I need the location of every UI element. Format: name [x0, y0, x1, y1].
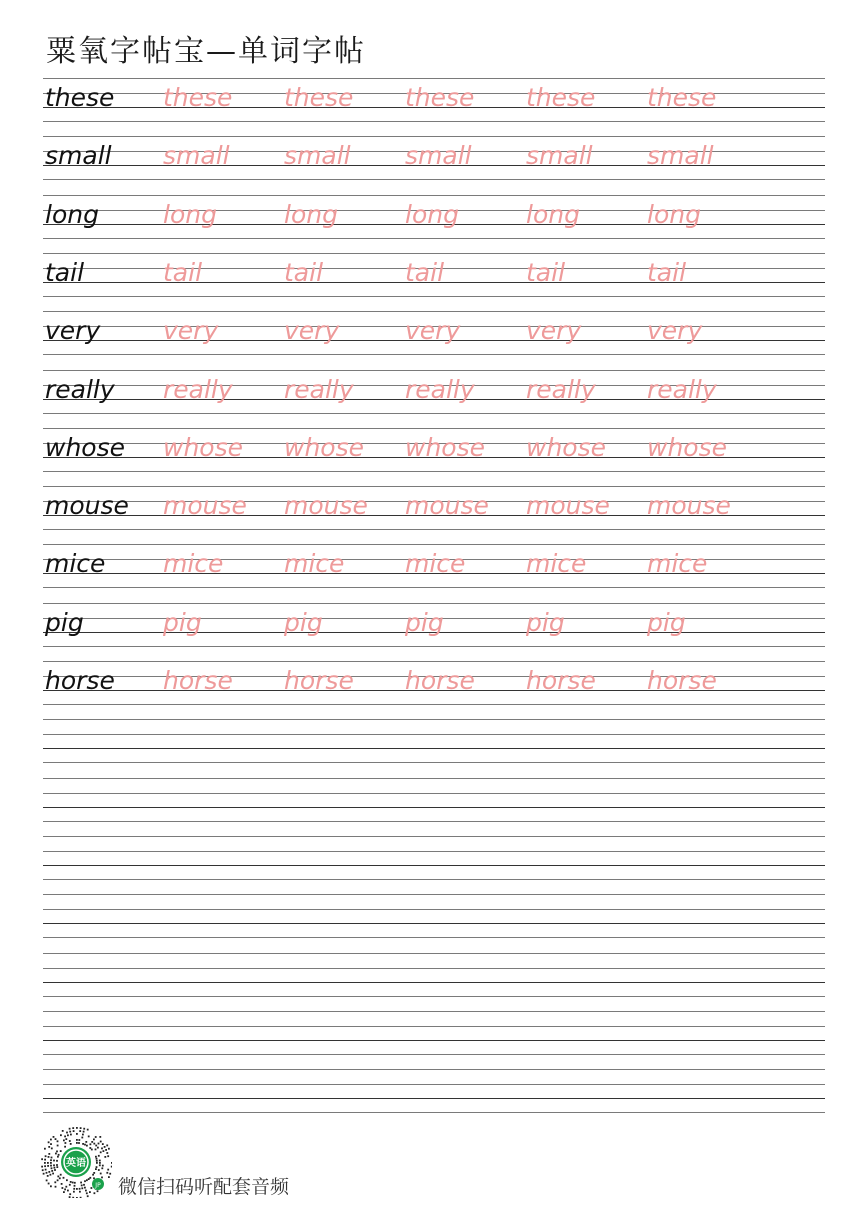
- guide-line: [43, 923, 825, 924]
- trace-word: tail: [163, 257, 203, 287]
- trace-word: mice: [405, 549, 466, 579]
- guide-line: [43, 296, 825, 297]
- guide-line: [43, 704, 825, 705]
- trace-word: tail: [284, 257, 324, 287]
- trace-word: these: [647, 83, 717, 112]
- model-word: small: [45, 141, 112, 171]
- guide-line: [43, 807, 825, 808]
- guide-line: [43, 354, 825, 355]
- model-word: whose: [45, 432, 125, 462]
- trace-word: pig: [405, 607, 444, 637]
- guide-line: [43, 587, 825, 588]
- trace-word: horse: [405, 666, 475, 695]
- qr-code-icon[interactable]: [40, 1126, 112, 1198]
- trace-word: really: [526, 374, 596, 404]
- trace-word: long: [163, 199, 217, 229]
- guide-line: [43, 370, 825, 371]
- trace-word: tail: [405, 257, 445, 287]
- guide-line: [43, 748, 825, 749]
- trace-word: these: [526, 83, 596, 112]
- guide-line: [43, 136, 825, 137]
- guide-line: [43, 1069, 825, 1070]
- model-word: long: [45, 199, 99, 229]
- guide-line: [43, 1054, 825, 1055]
- trace-word: very: [405, 316, 461, 346]
- guide-line: [43, 544, 825, 545]
- guide-line: [43, 1040, 825, 1041]
- trace-word: really: [647, 374, 717, 404]
- guide-line: [43, 253, 825, 254]
- trace-word: really: [284, 374, 354, 404]
- guide-line: [43, 1098, 825, 1099]
- model-word: mice: [45, 549, 106, 579]
- guide-line: [43, 719, 825, 720]
- trace-word: very: [163, 316, 219, 346]
- guide-line: [43, 486, 825, 487]
- trace-word: mouse: [284, 491, 368, 521]
- trace-word: small: [163, 141, 230, 171]
- trace-word: very: [647, 316, 703, 346]
- guide-line: [43, 121, 825, 122]
- trace-word: long: [405, 199, 459, 229]
- trace-word: whose: [405, 432, 485, 462]
- guide-line: [43, 529, 825, 530]
- guide-line: [43, 879, 825, 880]
- guide-line: [43, 937, 825, 938]
- practice-sheet: [43, 78, 825, 1118]
- guide-line: [43, 851, 825, 852]
- guide-line: [43, 894, 825, 895]
- model-word: really: [45, 374, 115, 404]
- trace-word: these: [284, 83, 354, 112]
- guide-line: [43, 471, 825, 472]
- trace-word: mouse: [526, 491, 610, 521]
- guide-line: [43, 968, 825, 969]
- guide-line: [43, 996, 825, 997]
- trace-word: very: [526, 316, 582, 346]
- trace-word: pig: [647, 607, 686, 637]
- trace-word: these: [163, 83, 233, 112]
- trace-word: small: [405, 141, 472, 171]
- guide-line: [43, 311, 825, 312]
- guide-line: [43, 661, 825, 662]
- model-word: these: [45, 83, 115, 112]
- trace-word: tail: [647, 257, 687, 287]
- guide-line: [43, 603, 825, 604]
- guide-line: [43, 909, 825, 910]
- guide-line: [43, 982, 825, 983]
- page-title: 粟氧字帖宝—单词字帖: [46, 34, 366, 69]
- model-word: mouse: [45, 491, 129, 521]
- guide-line: [43, 195, 825, 196]
- guide-line: [43, 793, 825, 794]
- model-word: pig: [45, 607, 84, 637]
- guide-line: [43, 78, 825, 79]
- trace-word: pig: [163, 607, 202, 637]
- trace-word: mouse: [405, 491, 489, 521]
- trace-word: small: [526, 141, 593, 171]
- trace-word: small: [647, 141, 714, 171]
- guide-line: [43, 428, 825, 429]
- footer-caption: 微信扫码听配套音频: [118, 1176, 290, 1198]
- model-word: tail: [45, 257, 85, 287]
- trace-word: mouse: [647, 491, 731, 521]
- trace-word: mice: [647, 549, 708, 579]
- trace-word: horse: [526, 666, 596, 695]
- trace-word: these: [405, 83, 475, 112]
- trace-word: whose: [284, 432, 364, 462]
- guide-line: [43, 762, 825, 763]
- trace-word: pig: [284, 607, 323, 637]
- trace-word: long: [526, 199, 580, 229]
- trace-word: very: [284, 316, 340, 346]
- guide-line: [43, 646, 825, 647]
- trace-word: long: [647, 199, 701, 229]
- guide-line: [43, 1112, 825, 1113]
- guide-line: [43, 1011, 825, 1012]
- small-badge-text: JP: [95, 1182, 101, 1189]
- guide-line: [43, 953, 825, 954]
- guide-line: [43, 1084, 825, 1085]
- trace-word: pig: [526, 607, 565, 637]
- trace-word: really: [405, 374, 475, 404]
- trace-word: long: [284, 199, 338, 229]
- trace-word: small: [284, 141, 351, 171]
- guide-line: [43, 836, 825, 837]
- trace-word: horse: [163, 666, 233, 695]
- trace-word: horse: [647, 666, 717, 695]
- guide-line: [43, 821, 825, 822]
- guide-line: [43, 778, 825, 779]
- guide-line: [43, 413, 825, 414]
- guide-line: [43, 865, 825, 866]
- trace-word: mouse: [163, 491, 247, 521]
- trace-word: mice: [163, 549, 224, 579]
- guide-line: [43, 734, 825, 735]
- trace-word: whose: [647, 432, 727, 462]
- trace-word: horse: [284, 666, 354, 695]
- trace-word: mice: [284, 549, 345, 579]
- trace-word: mice: [526, 549, 587, 579]
- trace-word: really: [163, 374, 233, 404]
- trace-word: whose: [526, 432, 606, 462]
- badge-text: 英语: [66, 1158, 86, 1169]
- guide-line: [43, 238, 825, 239]
- model-word: very: [45, 316, 101, 346]
- trace-word: tail: [526, 257, 566, 287]
- trace-word: whose: [163, 432, 243, 462]
- guide-line: [43, 179, 825, 180]
- model-word: horse: [45, 666, 115, 695]
- guide-line: [43, 1026, 825, 1027]
